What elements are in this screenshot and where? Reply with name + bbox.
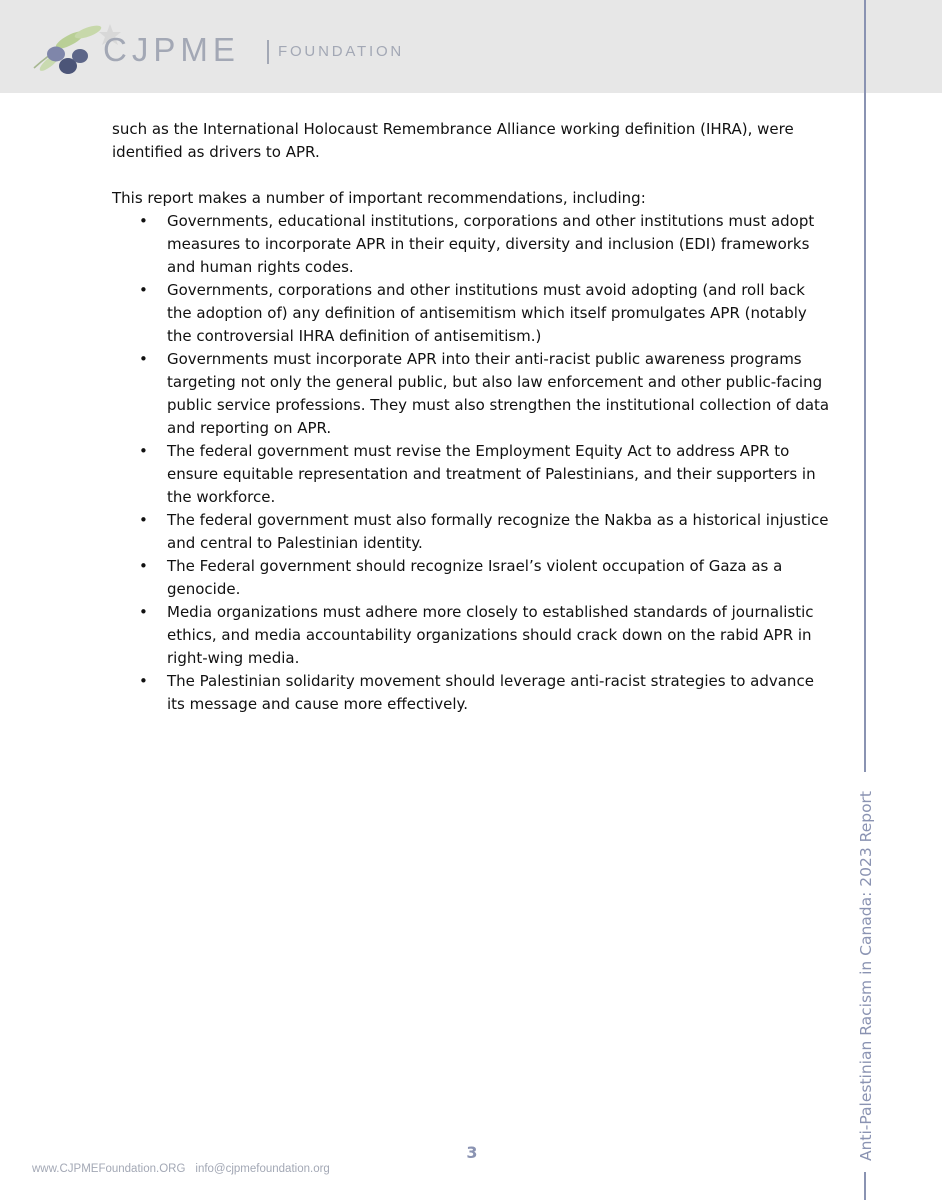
list-item	[112, 601, 834, 670]
bullet-icon: •	[139, 603, 148, 621]
list-item-text: The federal government must also formally recognize the Nakba as a historical injustice and central to Palestinian identity.	[167, 511, 829, 552]
list-item-text: The Federal government should recognize Israel’s violent occupation of Gaza as a genocide.	[167, 557, 783, 598]
bullet-icon: •	[139, 511, 148, 529]
list-item-text: Media organizations must adhere more closely to established standards of journalistic ethics, and media accountability organizations should crack down on the rabid APR in right-wing media.	[167, 603, 814, 667]
recommendations-list	[112, 210, 834, 716]
logo-wordmark: CJPME	[103, 31, 240, 68]
footer-email-link[interactable]: info@cjpmefoundation.org	[195, 1163, 330, 1175]
side-rule-top	[864, 0, 866, 772]
recommendations-lead: This report makes a number of important recommendations, including:	[112, 189, 646, 207]
document-body	[112, 118, 834, 716]
list-item	[112, 670, 834, 716]
list-item	[112, 279, 834, 348]
page-footer	[32, 1163, 330, 1175]
list-item-text: The Palestinian solidarity movement should leverage anti-racist strategies to advance its message and cause more effectively.	[167, 672, 814, 713]
side-rule-bottom	[864, 1172, 866, 1200]
bullet-icon: •	[139, 281, 148, 299]
list-item	[112, 440, 834, 509]
bullet-icon: •	[139, 557, 148, 575]
intro-paragraph: such as the International Holocaust Remembrance Alliance working definition (IHRA), were identified as drivers to APR.	[112, 120, 794, 161]
bullet-icon: •	[139, 350, 148, 368]
list-item	[112, 509, 834, 555]
page-header	[0, 0, 942, 93]
bullet-icon: •	[139, 672, 148, 690]
list-item-text: Governments, corporations and other institutions must avoid adopting (and roll back the adoption of) any definition of antisemitism which itself promulgates APR (notably the controversial IHRA definition of antisemitism.)	[167, 281, 807, 345]
list-item	[112, 348, 834, 440]
list-item-text: The federal government must revise the Employment Equity Act to address APR to ensure equitable representation and treatment of Palestinians, and their supporters in the workforce.	[167, 442, 816, 506]
list-item	[112, 555, 834, 601]
footer-website-link[interactable]: www.CJPMEFoundation.ORG	[32, 1163, 186, 1175]
report-side-title: Anti-Palestinian Racism in Canada: 2023 Report	[857, 790, 875, 1162]
page-number: 3	[466, 1143, 478, 1162]
list-item-text: Governments, educational institutions, corporations and other institutions must adopt measures to incorporate APR in their equity, diversity and inclusion (EDI) frameworks and human rights codes.	[167, 212, 815, 276]
logo-subtitle: FOUNDATION	[278, 43, 405, 60]
list-item	[112, 210, 834, 279]
bullet-icon: •	[139, 442, 148, 460]
bullet-icon: •	[139, 212, 148, 230]
logo-divider	[267, 40, 269, 64]
list-item-text: Governments must incorporate APR into their anti-racist public awareness programs targeting not only the general public, but also law enforcement and other public-facing public service professions. They must also strengthen the institutional collection of data and reporting on APR.	[167, 350, 830, 437]
